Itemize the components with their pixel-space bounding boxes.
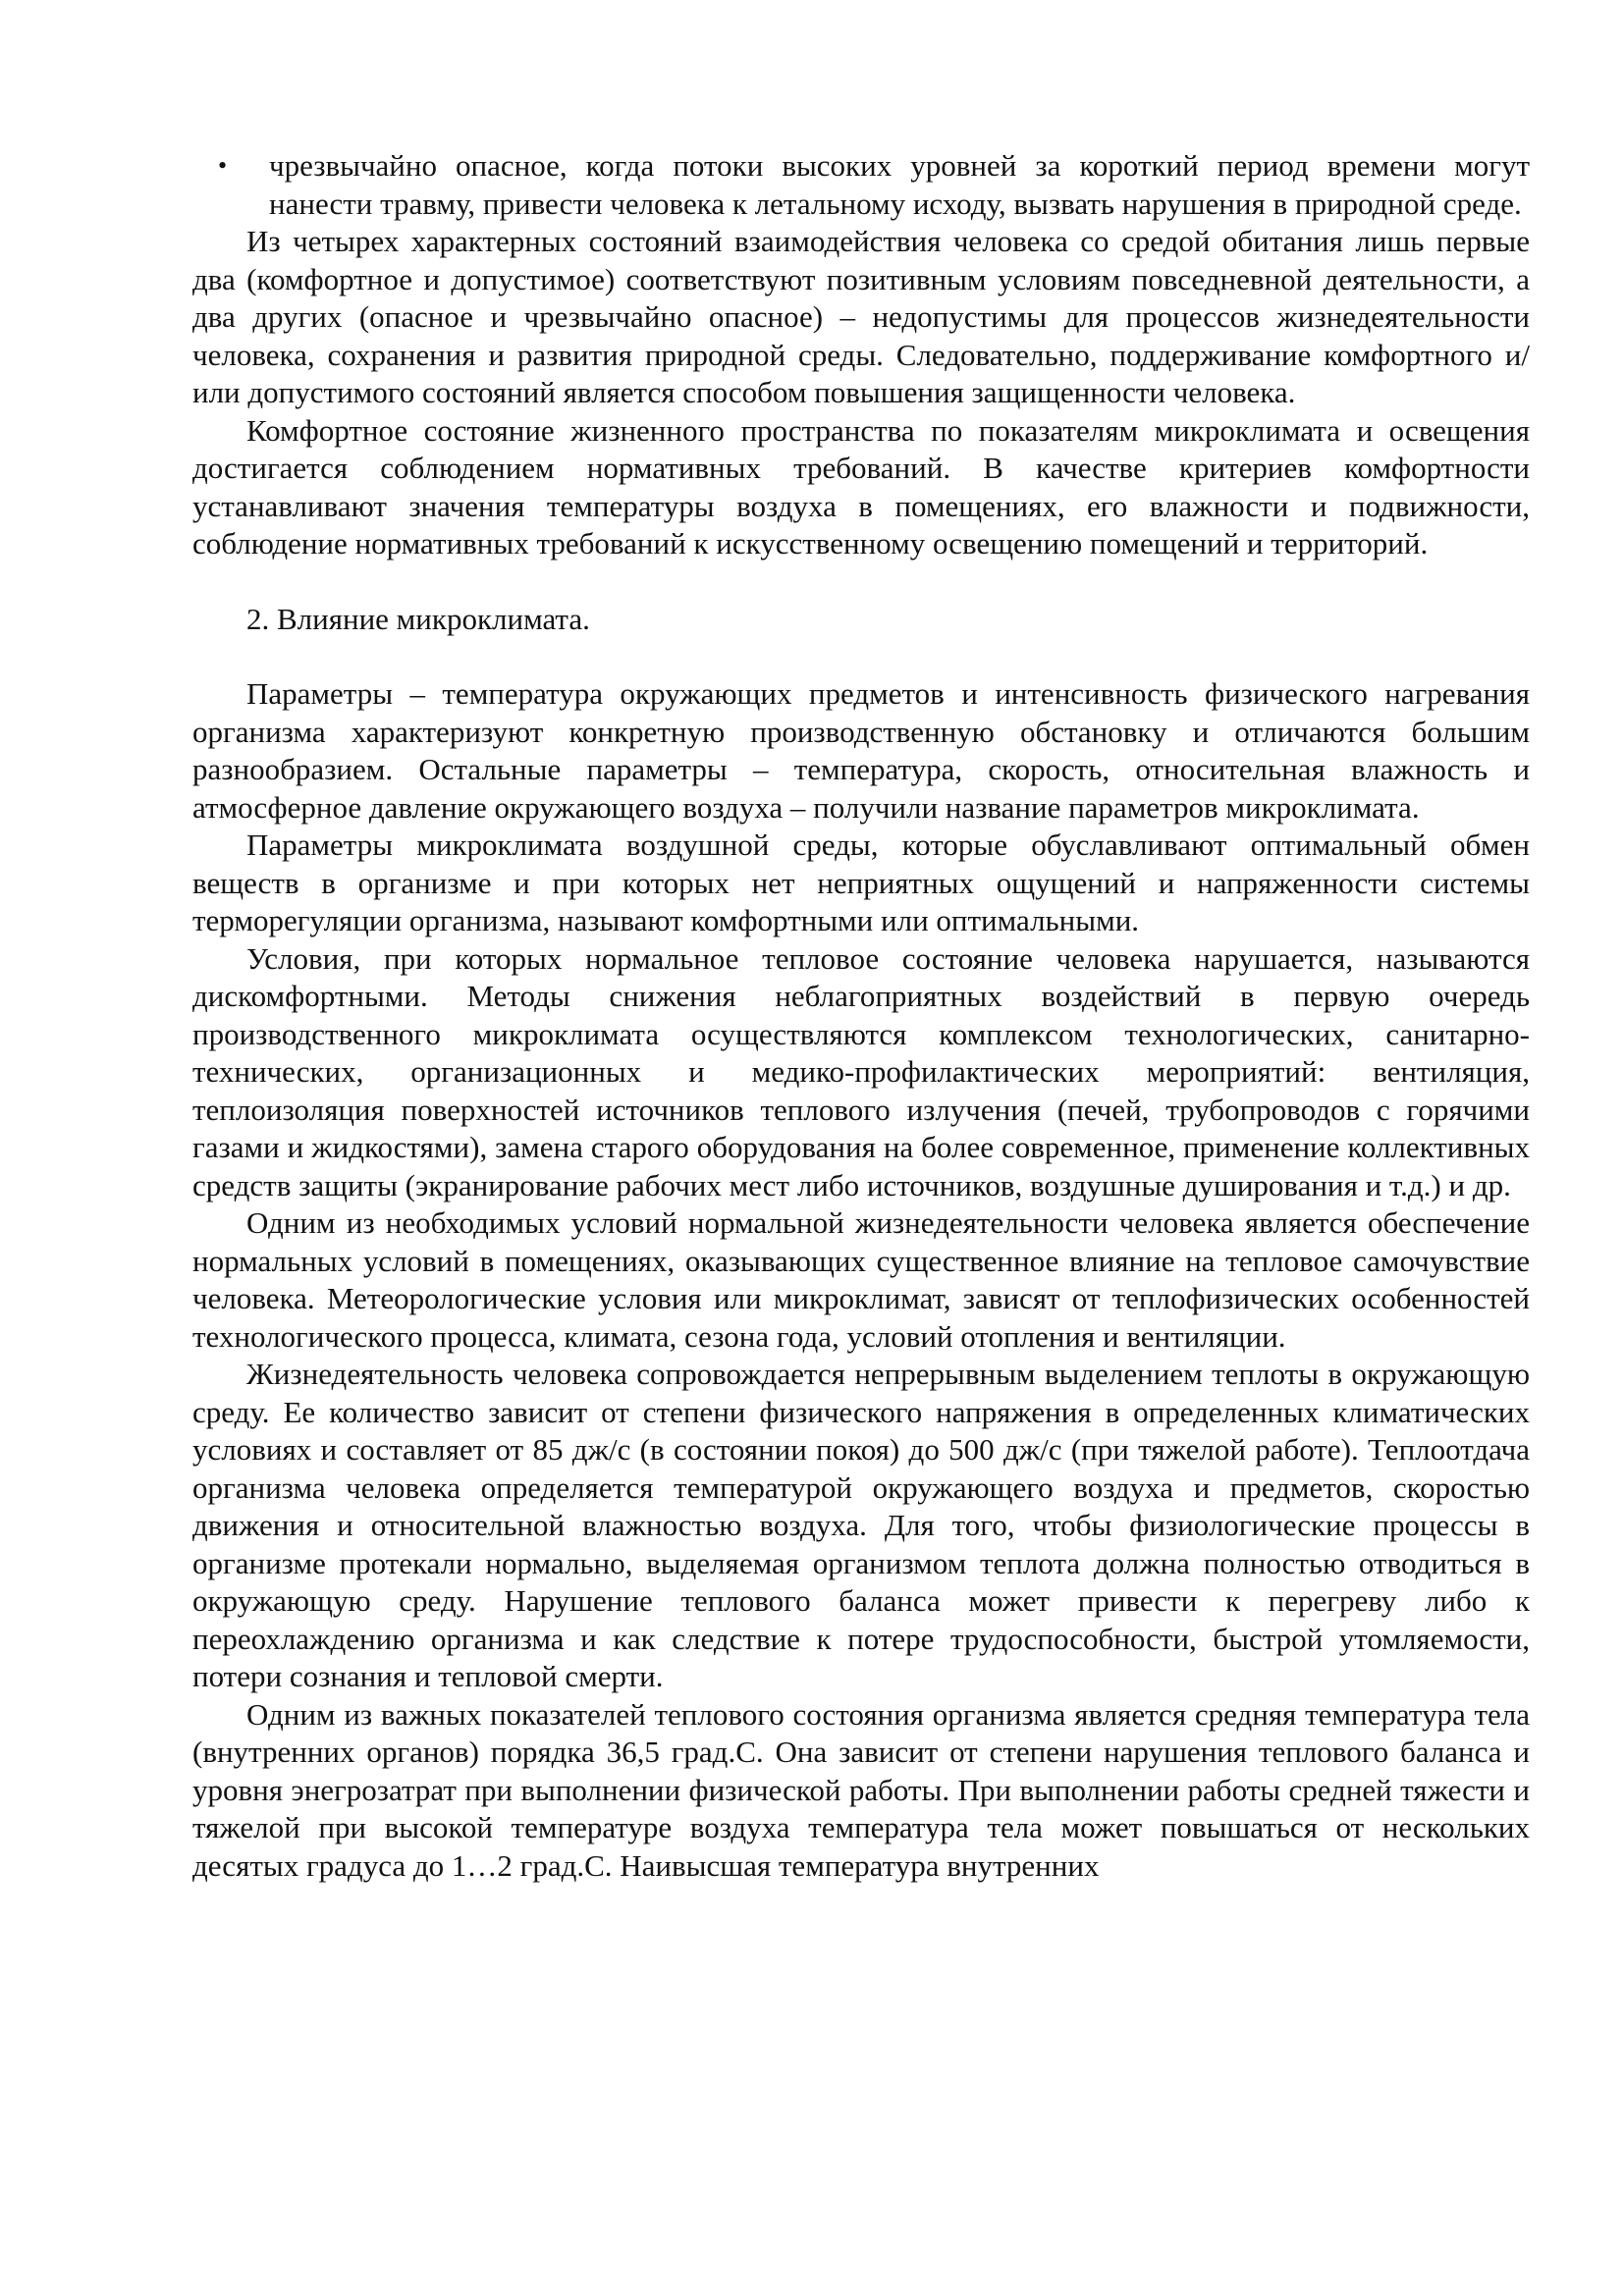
paragraph-microclimate-parameters: Параметры микроклимата воздушной среды, которые обуславливают оптимальный обмен веществ в организме и при которых нет неприятных ощущений и напряженности системы терморегуляции организма, называют комфортными или оптимальными.	[192, 828, 1530, 937]
section-heading: 2. Влияние микроклимата.	[246, 601, 590, 636]
paragraph-heat-release: Жизнедеятельность человека сопровождается непрерывным выделением теплоты в окружающую среду. Ее количество зависит от степени физического напряжения в определенных климатических условиях и составляет от 85 дж/с (в состоянии покоя) до 500 дж/с (при тяжелой работе). Теплоотдача организма человека определяется температурой окружающего воздуха и предметов, скоростью движения и относительной влажностью воздуха. Для того, чтобы физиологические процессы в организме протекали нормально, выделяемая организмом теплота должна полностью отводиться в окружающую среду. Нарушение теплового баланса может привести к перегреву либо к переохлаждению организма и как следствие к потере трудоспособности, быстрой утомляемости, потери сознания и тепловой смерти.	[192, 1357, 1530, 1693]
paragraph-comfort-state: Комфортное состояние жизненного пространства по показателям микроклимата и освещения достигается соблюдением нормативных требований. В качестве критериев комфортности устанавливают значения температуры воздуха в помещениях, его влажности и подвижности, соблюдение нормативных требований к искусственному освещению помещений и территорий.	[192, 412, 1530, 561]
bullet-list-item	[192, 147, 1530, 223]
paragraph-discomfort-conditions: Условия, при которых нормальное тепловое состояние человека нарушается, называются дискомфортными. Методы снижения неблагоприятных воздействий в первую очередь производственного микроклимата осуществляются комплексом технологических, санитарно-технических, организационных и медико-профилактических мероприятий: вентиляция, теплоизоляция поверхностей источников теплового излучения (печей, трубопроводов с горячими газами и жидкостями), замена старого оборудования на более современное, применение коллективных средств защиты (экранирование рабочих мест либо источников, воздушные душирования и т.д.) и др.	[192, 940, 1530, 1202]
paragraph-parameters: Параметры – температура окружающих предметов и интенсивность физического нагревания организма характеризуют конкретную производственную обстановку и отличаются большим разнообразием. Остальные параметры – температура, скорость, относительная влажность и атмосферное давление окружающего воздуха – получили название параметров микроклимата.	[192, 676, 1530, 825]
paragraph-normal-conditions: Одним из необходимых условий нормальной жизнедеятельности человека является обеспечение нормальных условий в помещениях, оказывающих существенное влияние на тепловое самочувствие человека. Метеорологические условия или микроклимат, зависят от теплофизических особенностей технологического процесса, климата, сезона года, условий отопления и вентиляции.	[192, 1205, 1530, 1354]
paragraph-interaction-states: Из четырех характерных состояний взаимодействия человека со средой обитания лишь первые два (комфортное и допустимое) соответствуют позитивным условиям повседневной деятельности, а два других (опасное и чрезвычайно опасное) – недопустимы для процессов жизнедеятельности человека, сохранения и развития природной среды. Следовательно, поддерживание комфортного и/или допустимого состояний является способом повышения защищенности человека.	[192, 224, 1530, 409]
paragraph-body-temperature: Одним из важных показателей теплового состояния организма является средняя температура тела (внутренних органов) порядка 36,5 град.С. Она зависит от степени нарушения теплового баланса и уровня энегрозатрат при выполнении физической работы. При выполнении работы средней тяжести и тяжелой при высокой температуре воздуха температура тела может повышаться от нескольких десятых градуса до 1…2 град.С. Наивысшая температура внутренних	[192, 1696, 1530, 1883]
document-page	[192, 147, 1530, 1885]
bullet-icon: •	[218, 151, 228, 180]
bullet-text: чрезвычайно опасное, когда потоки высоких уровней за короткий период времени могут нанести травму, привести человека к летальному исходу, вызвать нарушения в природной среде.	[269, 148, 1530, 221]
